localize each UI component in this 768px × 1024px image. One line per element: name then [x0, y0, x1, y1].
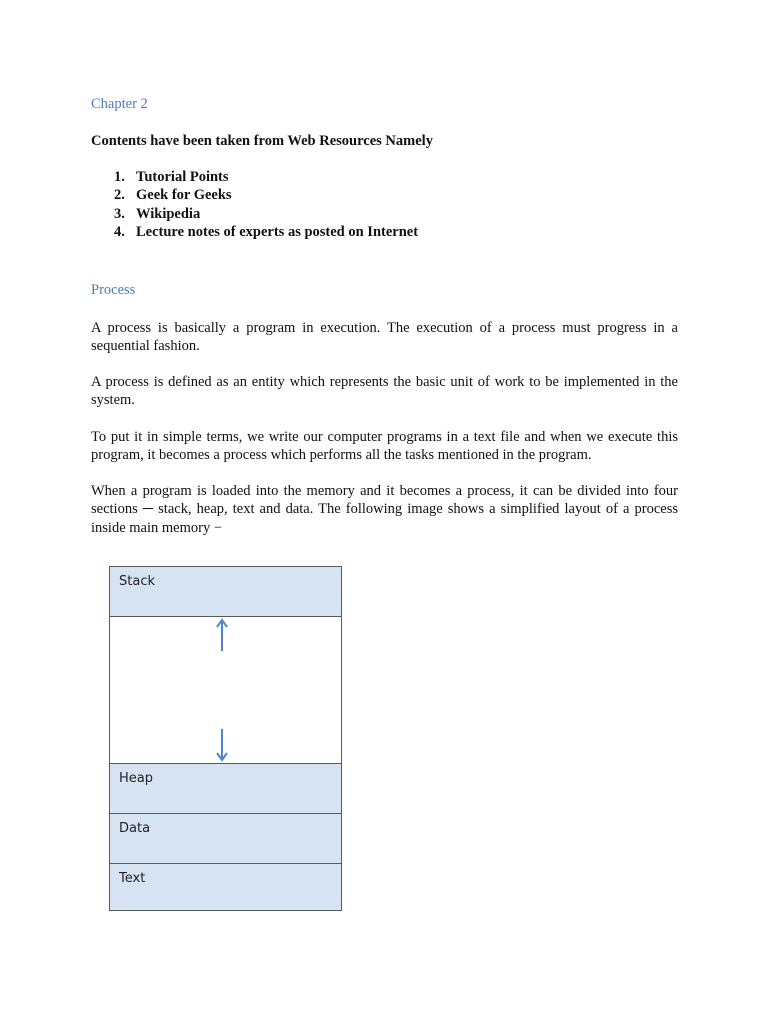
stack-label: Stack	[119, 574, 155, 589]
heap-segment	[110, 764, 341, 814]
up-arrow-icon	[213, 617, 231, 653]
process-memory-diagram	[109, 566, 342, 911]
free-memory-region	[110, 617, 341, 764]
paragraph: To put it in simple terms, we write our computer programs in a text file and when we execute this program, it becomes a process which performs all the tasks mentioned in the program.	[91, 429, 678, 464]
list-item	[114, 186, 418, 204]
section-heading: Process	[91, 282, 136, 298]
list-number: 3.	[114, 205, 125, 222]
paragraph: A process is basically a program in execution. The execution of a process must progress in a sequential fashion.	[91, 320, 678, 355]
list-item	[114, 205, 418, 223]
data-label: Data	[119, 821, 151, 836]
list-number: 4.	[114, 223, 125, 240]
data-segment	[110, 814, 341, 864]
list-number: 1.	[114, 169, 125, 185]
list-item	[114, 223, 418, 241]
text-segment	[110, 864, 341, 910]
paragraph: A process is defined as an entity which represents the basic unit of work to be implemented in the system.	[91, 374, 678, 409]
stack-segment	[110, 567, 341, 617]
list-text: Tutorial Points	[136, 169, 229, 185]
heap-label: Heap	[119, 771, 153, 786]
list-text: Wikipedia	[136, 205, 201, 222]
list-item	[114, 168, 418, 186]
chapter-heading: Chapter 2	[91, 96, 148, 112]
sources-list	[114, 168, 418, 241]
down-arrow-icon	[213, 727, 231, 763]
paragraph: When a program is loaded into the memory and it becomes a process, it can be divided into four sections ─ stack, heap, text and data. The following image shows a simplified layout of a process inside main memory −	[91, 483, 678, 536]
text-label: Text	[119, 871, 146, 886]
list-text: Geek for Geeks	[136, 187, 232, 204]
list-number: 2.	[114, 187, 125, 204]
list-text: Lecture notes of experts as posted on Internet	[136, 223, 419, 240]
sources-intro: Contents have been taken from Web Resources Namely	[91, 133, 433, 149]
